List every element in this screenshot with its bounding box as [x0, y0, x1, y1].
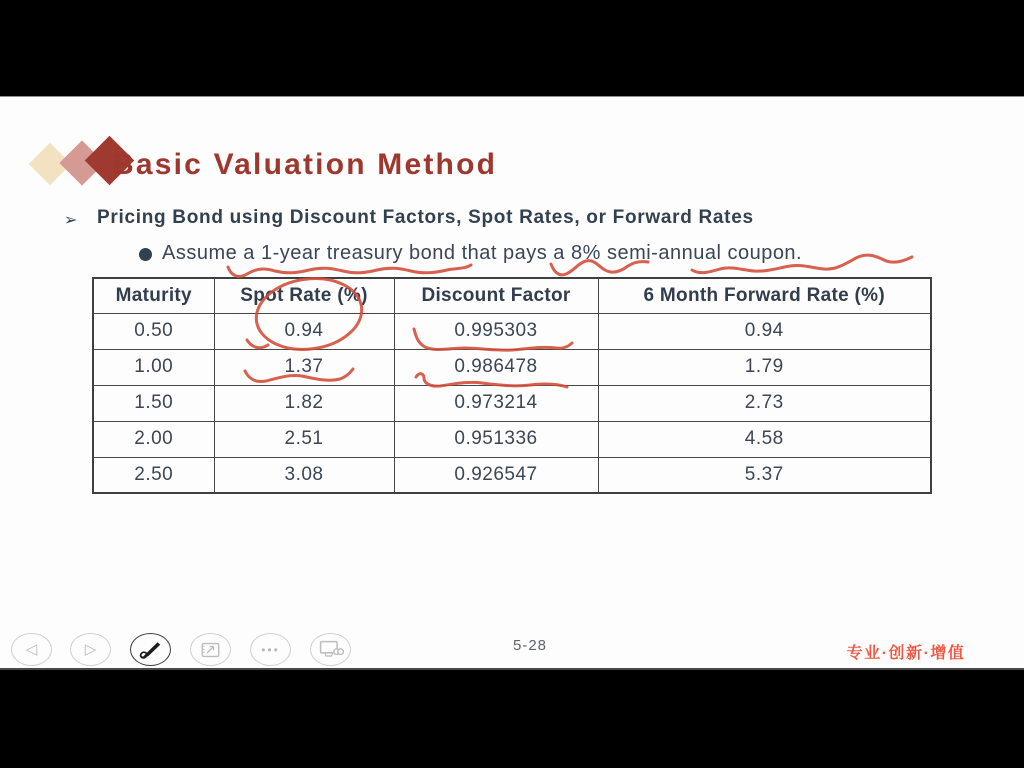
cell-discount-factor: 0.995303 — [394, 313, 598, 349]
more-options-icon: ••• — [261, 642, 280, 657]
table-row — [93, 385, 931, 421]
cell-discount-factor: 0.926547 — [394, 457, 598, 493]
cell-spot-rate: 0.94 — [214, 313, 394, 349]
dot-bullet-icon — [139, 248, 152, 261]
cell-spot-rate: 1.82 — [214, 385, 394, 421]
table-row — [93, 313, 931, 349]
assumption-bullet-text: Assume a 1-year treasury bond that pays a 8% semi-annual coupon. — [162, 242, 803, 264]
cell-forward-rate: 5.37 — [598, 457, 931, 493]
slide-canvas — [0, 96, 1024, 670]
arrow-bullet-icon: ➢ — [64, 212, 78, 229]
col-header-forward-rate: 6 Month Forward Rate (%) — [598, 278, 931, 313]
pen-icon — [138, 639, 163, 661]
cell-spot-rate: 2.51 — [214, 421, 394, 457]
cell-forward-rate: 1.79 — [598, 349, 931, 385]
cell-maturity: 1.50 — [93, 385, 214, 421]
next-slide-icon: ▷ — [84, 641, 97, 658]
previous-slide-button[interactable] — [11, 633, 52, 666]
next-slide-button[interactable] — [70, 633, 111, 666]
cell-maturity: 2.50 — [93, 457, 214, 493]
cell-forward-rate: 4.58 — [598, 421, 931, 457]
cell-discount-factor: 0.951336 — [394, 421, 598, 457]
page-number: 5-28 — [512, 637, 548, 654]
letterbox-bottom — [0, 670, 1024, 768]
cell-discount-factor: 0.973214 — [394, 385, 598, 421]
col-header-maturity: Maturity — [93, 278, 214, 313]
table-row — [93, 349, 931, 385]
more-options-button[interactable] — [250, 633, 291, 666]
cell-maturity: 0.50 — [93, 313, 214, 349]
cell-forward-rate: 2.73 — [598, 385, 931, 421]
table-row — [93, 457, 931, 493]
cell-maturity: 1.00 — [93, 349, 214, 385]
col-header-spot-rate: Spot Rate (%) — [214, 278, 394, 313]
pen-tool-button[interactable] — [130, 633, 171, 666]
section-bullet-text: Pricing Bond using Discount Factors, Spot Rates, or Forward Rates — [97, 207, 754, 228]
cell-spot-rate: 1.37 — [214, 349, 394, 385]
display-settings-icon — [318, 639, 344, 660]
previous-slide-icon: ◁ — [25, 641, 38, 658]
table-row — [93, 421, 931, 457]
cell-discount-factor: 0.986478 — [394, 349, 598, 385]
cell-forward-rate: 0.94 — [598, 313, 931, 349]
letterbox-top — [0, 0, 1024, 96]
see-all-slides-button[interactable] — [190, 633, 231, 666]
see-all-slides-icon — [199, 641, 222, 659]
cell-spot-rate: 3.08 — [214, 457, 394, 493]
display-settings-button[interactable] — [310, 633, 351, 666]
brand-slogan: 专业·创新·增值 — [846, 645, 966, 662]
bond-rates-table — [92, 277, 932, 494]
table-header-row — [93, 278, 931, 313]
col-header-discount-factor: Discount Factor — [394, 278, 598, 313]
cell-maturity: 2.00 — [93, 421, 214, 457]
slide-title: Basic Valuation Method — [112, 148, 498, 181]
